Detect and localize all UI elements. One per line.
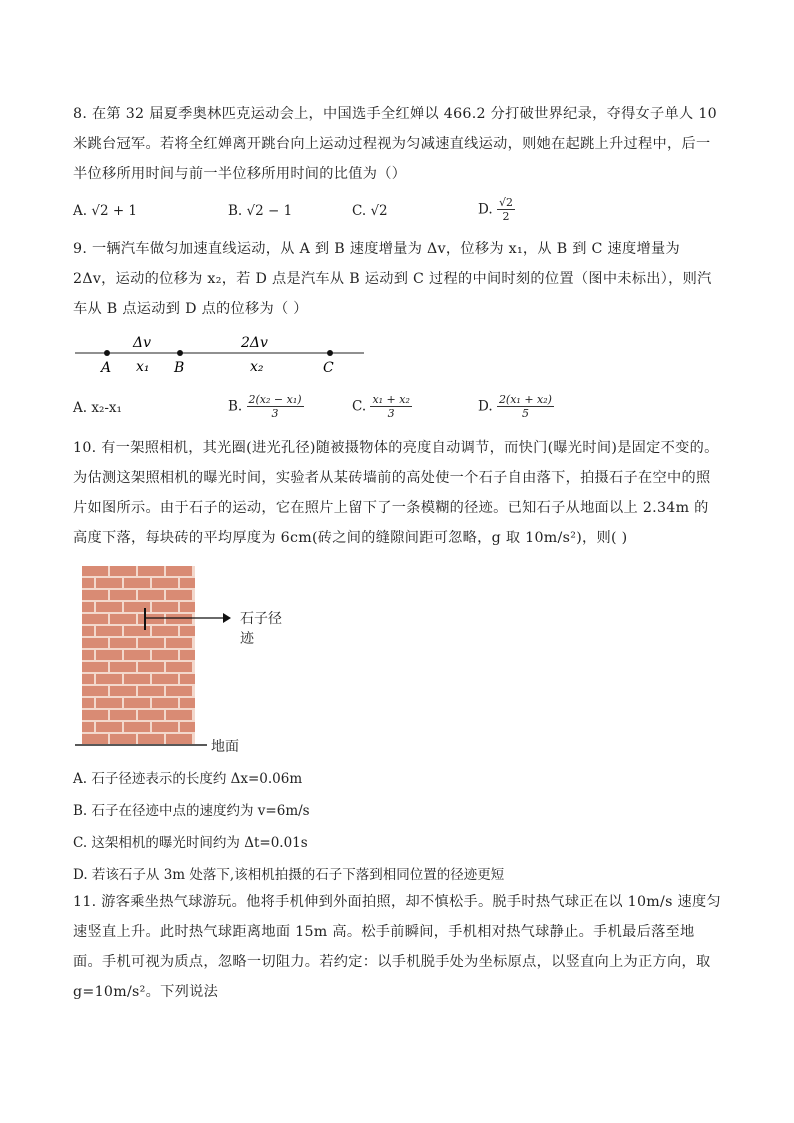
question-10-text: 10. 有一架照相机，其光圈(进光孔径)随被摄物体的亮度自动调节，而快门(曝光时间)是固定不变的。为估测这架照相机的曝光时间，实验者从某砖墙前的高处使一个石子自由落下，拍摄石子在空中的照片如图所示。由于石子的运动，它在照片上留下了一条模糊的径迹。已知石子从地面以上 2.34m 的高度下落，每块砖的平均厚度为 6cm(砖之间的缝隙间距可忽略，g 取 10m/s²)，则( ) <box>73 440 719 546</box>
q9-option-c-denominator: 3 <box>387 407 395 420</box>
brick <box>152 578 178 588</box>
brick <box>124 626 150 636</box>
q9-option-d-numerator: 2(x₁ + x₂) <box>498 393 552 406</box>
q9-x2-label: x₂ <box>250 359 264 375</box>
question-11-text: 11. 游客乘坐热气球游玩。他将手机伸到外面拍照，却不慎松手。脱手时热气球正在以 10m/s 速度匀速竖直上升。此时热气球距离地面 15m 高。松手前瞬间，手机相对热气球静止。手机最后落至地面。手机可视为质点，忽略一切阻力。若约定：以手机脱手处为坐标原点，以竖直向上为正方向，取 g=10m/s²。下列说法 <box>73 894 721 1000</box>
q8-option-a-label: A. <box>73 203 88 219</box>
brick <box>124 722 150 732</box>
brick <box>166 734 192 744</box>
brick <box>166 710 192 720</box>
brick <box>152 698 178 708</box>
brick <box>110 710 136 720</box>
q10-option-b: B. 石子在径迹中点的速度约为 v=6m/s <box>73 803 310 819</box>
brick <box>82 590 108 600</box>
brick <box>166 566 192 576</box>
brick <box>138 710 164 720</box>
brick <box>82 710 108 720</box>
q9-option-a-value: x₂-x₁ <box>91 400 122 416</box>
q10-option-a: A. 石子径迹表示的长度约 Δx=0.06m <box>73 771 303 787</box>
q8-option-b-value: √2 − 1 <box>246 203 293 219</box>
brick <box>82 626 94 636</box>
q9-point-a-dot <box>104 350 110 356</box>
brick <box>180 626 195 636</box>
brick <box>82 650 94 660</box>
brick <box>138 638 164 648</box>
brick <box>110 686 136 696</box>
brick-wall-image <box>75 566 295 756</box>
brick <box>138 614 164 624</box>
trace-arrow-head <box>223 613 231 623</box>
q8-option-a-value: √2 + 1 <box>91 203 138 219</box>
q9-option-d <box>478 393 554 420</box>
q9-option-c-label: C. <box>352 398 367 415</box>
brick <box>82 674 94 684</box>
brick <box>166 686 192 696</box>
brick <box>82 578 94 588</box>
q9-option-d-denominator: 5 <box>521 407 529 420</box>
brick <box>166 662 192 672</box>
q9-motion-diagram <box>70 330 370 380</box>
q9-option-d-fraction <box>497 393 554 420</box>
q8-option-d-label: D. <box>478 201 493 218</box>
brick <box>166 590 192 600</box>
brick <box>138 662 164 672</box>
brick <box>124 698 150 708</box>
q8-option-d-numerator: √2 <box>498 196 513 209</box>
q9-option-c-numerator: x₁ + x₂ <box>372 393 410 406</box>
brick <box>180 722 195 732</box>
question-9-text: 9. 一辆汽车做匀加速直线运动，从 A 到 B 速度增量为 Δv，位移为 x₁，从 B 到 C 速度增量为 2Δv，运动的位移为 x₂，若 D 点是汽车从 B 运动到 C 过程的中间时刻的位置（图中未标出），则汽车从 B 点运动到 D 点的位移为（ ） <box>73 241 712 317</box>
brick <box>138 590 164 600</box>
q9-option-b <box>228 393 304 420</box>
q9-point-b-label: B <box>174 360 185 376</box>
brick <box>110 638 136 648</box>
brick <box>110 614 136 624</box>
brick <box>110 566 136 576</box>
brick <box>180 650 195 660</box>
q9-option-a-label: A. <box>73 400 88 416</box>
q9-point-b-dot <box>177 350 183 356</box>
trace-label: 石子径迹 <box>240 611 282 647</box>
brick <box>82 734 108 744</box>
q9-dv2-label: 2Δv <box>241 335 268 351</box>
brick <box>96 626 122 636</box>
brick <box>96 602 122 612</box>
brick <box>124 578 150 588</box>
brick <box>82 614 108 624</box>
brick <box>82 686 108 696</box>
brick <box>166 614 192 624</box>
q10-option-d: D. 若该石子从 3m 处落下,该相机拍摄的石子下落到相同位置的径迹更短 <box>73 867 505 883</box>
q8-option-c <box>352 203 388 219</box>
brick <box>180 674 195 684</box>
q9-option-b-label: B. <box>228 398 243 415</box>
q10-brick-wall-figure <box>75 566 295 756</box>
brick <box>166 638 192 648</box>
q8-option-d-denominator: 2 <box>502 210 510 223</box>
brick <box>124 602 150 612</box>
brick <box>124 650 150 660</box>
q9-option-c-fraction <box>370 393 411 420</box>
brick <box>124 674 150 684</box>
q9-point-c-dot <box>327 350 333 356</box>
brick <box>152 602 178 612</box>
q9-point-a-label: A <box>101 360 112 376</box>
q9-dv1-label: Δv <box>133 335 152 351</box>
ground-label: 地面 <box>211 739 239 755</box>
brick <box>96 674 122 684</box>
brick <box>138 734 164 744</box>
brick <box>82 662 108 672</box>
q8-option-d-fraction <box>497 196 515 223</box>
q8-option-d <box>478 196 515 223</box>
brick <box>96 722 122 732</box>
brick <box>82 698 94 708</box>
brick <box>96 698 122 708</box>
q9-option-a <box>73 400 122 416</box>
brick <box>82 722 94 732</box>
q9-x1-label: x₁ <box>136 359 150 375</box>
q10-option-c: C. 这架相机的曝光时间约为 Δt=0.01s <box>73 835 308 851</box>
brick <box>138 686 164 696</box>
q8-option-b-label: B. <box>228 203 243 219</box>
q8-option-c-label: C. <box>352 203 367 219</box>
q8-option-a <box>73 203 137 219</box>
brick <box>152 650 178 660</box>
question-8-text: 8. 在第 32 届夏季奥林匹克运动会上，中国选手全红婵以 466.2 分打破世界纪录，夺得女子单人 10 米跳台冠军。若将全红婵离开跳台向上运动过程视为匀减速直线运动，则她在起跳上升过程中，后一半位移所用时间与前一半位移所用时间的比值为（） <box>73 106 717 182</box>
q9-option-c <box>352 393 412 420</box>
q8-option-c-value: √2 <box>370 203 388 219</box>
brick <box>180 602 195 612</box>
brick <box>110 590 136 600</box>
brick <box>82 638 108 648</box>
q9-option-b-fraction <box>247 393 304 420</box>
q9-point-c-label: C <box>323 360 334 376</box>
brick <box>138 566 164 576</box>
brick <box>82 566 108 576</box>
brick <box>180 578 195 588</box>
brick <box>152 674 178 684</box>
brick <box>82 602 94 612</box>
brick <box>96 650 122 660</box>
q8-option-b <box>228 203 292 219</box>
brick <box>96 578 122 588</box>
brick <box>180 698 195 708</box>
brick <box>152 722 178 732</box>
q9-option-b-denominator: 3 <box>271 407 279 420</box>
brick <box>110 662 136 672</box>
q9-option-b-numerator: 2(x₂ − x₁) <box>248 393 302 406</box>
brick <box>152 626 178 636</box>
brick <box>110 734 136 744</box>
q9-option-d-label: D. <box>478 398 493 415</box>
